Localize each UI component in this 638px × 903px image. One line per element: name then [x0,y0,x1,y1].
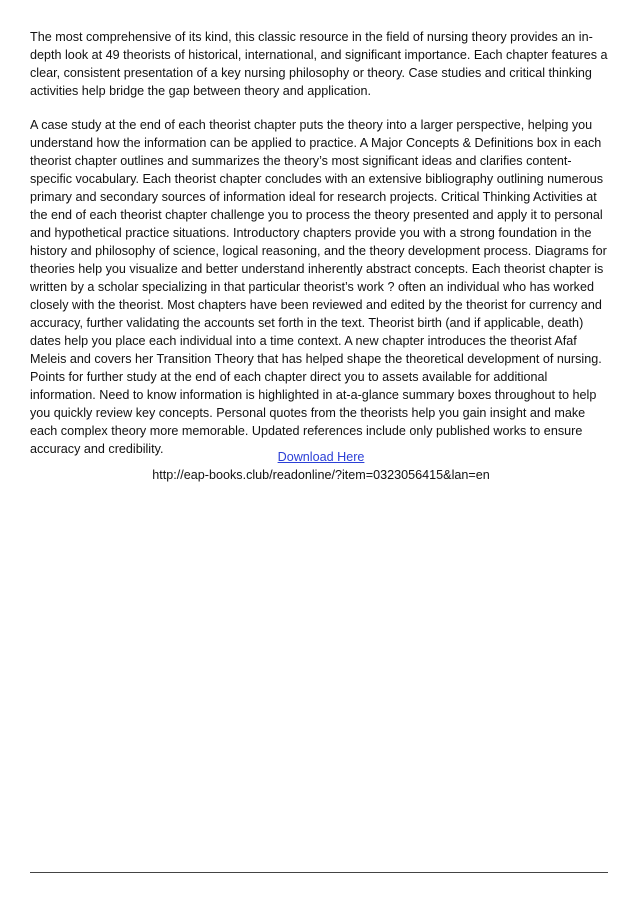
download-url: http://eap-books.club/readonline/?item=0323056415&lan=en [152,468,490,482]
download-link[interactable]: Download Here [277,450,365,464]
document-body [30,28,612,474]
download-section [30,448,612,484]
description-paragraph: A case study at the end of each theorist chapter puts the theory into a larger perspective, helping you understand how the information can be applied to practice. A Major Concepts & Definitions box in each theorist chapter outlines and summarizes the theory’s most significant ideas and clarifies content-specific vocabulary. Each theorist chapter concludes with an extensive bibliography outlining numerous primary and secondary sources of information ideal for research projects. Critical Thinking Activities at the end of each theorist chapter challenge you to process the theory presented and apply it to personal and hypothetical practice situations. Introductory chapters provide you with a strong foundation in the history and philosophy of science, logical reasoning, and the theory development process. Diagrams for theories help you visualize and better understand inherently abstract concepts. Each theorist chapter is written by a scholar specializing in that particular theorist’s work ? often an individual who has worked closely with the theorist. Most chapters have been reviewed and edited by the theorist for currency and accuracy, further validating the accounts set forth in the text. Theorist birth (and if applicable, death) dates help you place each individual into a time context. A new chapter introduces the theorist Afaf Meleis and covers her Transition Theory that has helped shape the theoretical development of nursing. Points for further study at the end of each chapter direct you to assets available for additional information. Need to know information is highlighted in at-a-glance summary boxes throughout to help you quickly review key concepts. Personal quotes from the theorists help you gain insight and make each complex theory more memorable. Updated references include only published works to ensure accuracy and credibility. [30,118,607,456]
footer-divider [30,872,608,873]
intro-paragraph: The most comprehensive of its kind, this classic resource in the field of nursing theory provides an in-depth look at 49 theorists of historical, international, and significant importance. Each chapter features a clear, consistent presentation of a key nursing philosophy or theory. Case studies and critical thinking activities help bridge the gap between theory and application. [30,30,608,98]
